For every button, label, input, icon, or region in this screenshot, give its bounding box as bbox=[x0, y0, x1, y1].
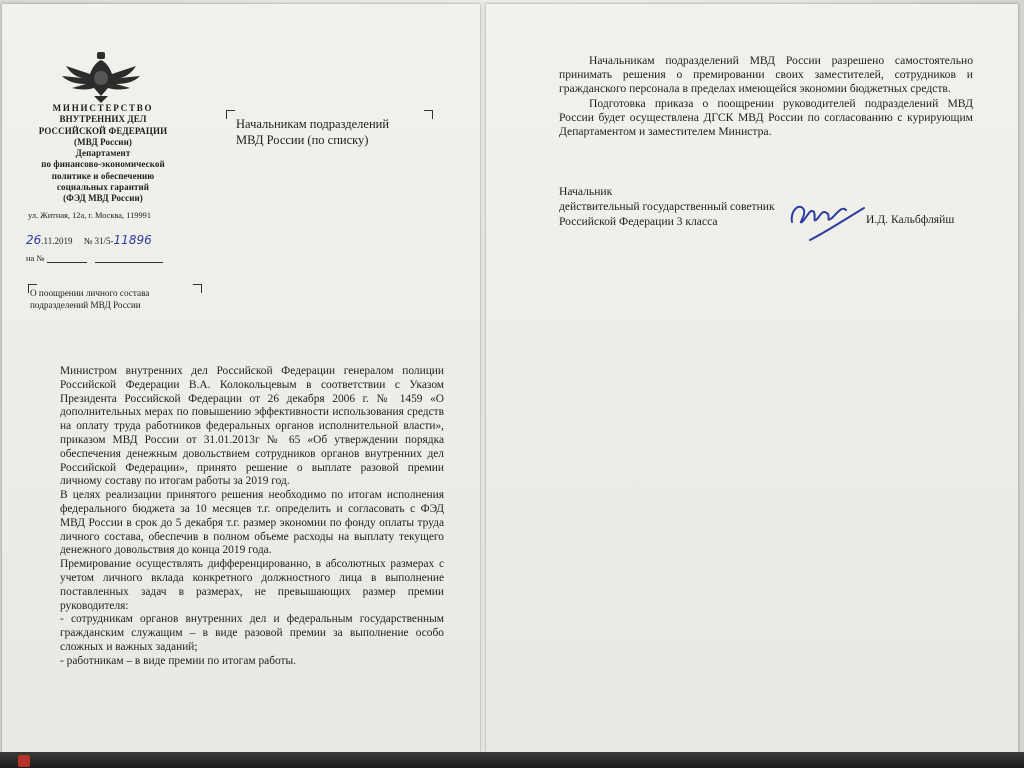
letterhead-line: РОССИЙСКОЙ ФЕДЕРАЦИИ bbox=[38, 125, 168, 136]
letterhead-line: политике и обеспечению bbox=[51, 170, 155, 181]
position-line: Начальник bbox=[559, 185, 613, 198]
letterhead-line: по финансово-экономической bbox=[41, 159, 165, 170]
letter-subject bbox=[30, 287, 149, 311]
addressee bbox=[236, 116, 389, 148]
registration-line bbox=[26, 233, 152, 247]
position-line: Российской Федерации 3 класса bbox=[559, 215, 718, 228]
reference-blank bbox=[95, 262, 163, 263]
taskbar-app-icon[interactable] bbox=[18, 755, 30, 767]
letter-continuation bbox=[559, 54, 973, 139]
letterhead-line: МИНИСТЕРСТВО bbox=[52, 103, 154, 113]
addressee-line: МВД России (по списку) bbox=[236, 133, 369, 147]
reference-blank bbox=[47, 262, 87, 263]
handwritten-number: 11896 bbox=[113, 233, 152, 247]
bracket-corner bbox=[424, 110, 433, 119]
ministry-letterhead bbox=[14, 103, 192, 205]
monitor-bezel bbox=[0, 752, 1024, 768]
body-paragraph: Начальникам подразделений МВД России разрешено самостоятельно принимать решения о премировании своих заместителей, сотрудников и гражданского персонала в пределах имеющейся экономии бюджетных средств. bbox=[559, 54, 973, 96]
letterhead-line: Департамент bbox=[75, 148, 131, 159]
double-headed-eagle-emblem bbox=[56, 50, 146, 104]
subject-line: подразделений МВД России bbox=[30, 300, 141, 310]
document-number: № 31/5- bbox=[83, 236, 114, 246]
signatory-name: И.Д. Кальбфляйш bbox=[866, 213, 955, 226]
letter-body bbox=[60, 365, 444, 669]
body-paragraph: Премирование осуществлять дифференцированно, в абсолютных размерах с учетом личного вклада конкретного должностного лица в выполнение поставленных задач в размерах, не превышающих размер премии руководителя: bbox=[60, 558, 444, 612]
handwritten-date: 26 bbox=[26, 233, 42, 247]
body-paragraph: Подготовка приказа о поощрении руководителей подразделений МВД России будет осуществлена ДГСК МВД России по согласованию с курирующим Департаментом и заместителем Министра. bbox=[559, 96, 973, 139]
letterhead-line: социальных гарантий bbox=[56, 182, 150, 193]
body-paragraph: - работникам – в виде премии по итогам работы. bbox=[60, 654, 297, 667]
body-paragraph: Министром внутренних дел Российской Федерации генералом полиции Российской Федерации В.А. Колокольцевым в соответствии с Указом Президента Российской Федерации от 26 декабря 2006 г. № 1459 «О дополнительных мерах по повышению эффективности использования средств на оплату труда работников федеральных органов исполнительной власти», приказом МВД России от 31.01.2013г № 65 «Об утверждении порядка обеспечения денежным довольствием сотрудников органов внутренних дел Российской Федерации», принято решение о выплате разовой премии личному составу по итогам работы за 2019 год. bbox=[60, 365, 444, 488]
position-line: действительный государственный советник bbox=[559, 200, 775, 213]
reference-label: на № bbox=[26, 253, 45, 263]
bracket-corner bbox=[193, 284, 202, 293]
bracket-corner bbox=[226, 110, 235, 119]
letterhead-line: (ФЭД МВД России) bbox=[63, 193, 143, 204]
letterhead-line: (МВД России) bbox=[74, 136, 132, 147]
addressee-line: Начальникам подразделений bbox=[236, 117, 390, 131]
subject-line: О поощрении личного состава bbox=[30, 288, 150, 298]
body-paragraph: В целях реализации принятого решения необходимо по итогам исполнения федерального бюджета за 10 месяцев т.г. определить и согласовать с ФЭД МВД России в срок до 5 декабря т.г. размер экономии по фонду оплаты труда личного состава, обеспечив в полном объеме расходы на выплату текущего денежного довольствия до конца 2019 года. bbox=[60, 489, 444, 557]
printed-date: .11.2019 bbox=[41, 236, 73, 246]
ministry-address: ул. Житная, 12а, г. Москва, 119991 bbox=[28, 211, 152, 220]
signatory-position bbox=[559, 184, 775, 229]
reference-line bbox=[26, 253, 163, 263]
body-paragraph: - сотрудникам органов внутренних дел и федеральным государственным гражданским служащим – в виде разовой премии за выполнение особо сложных и важных заданий; bbox=[60, 613, 444, 653]
handwritten-signature bbox=[780, 188, 870, 248]
letterhead-line: ВНУТРЕННИХ ДЕЛ bbox=[59, 114, 147, 125]
